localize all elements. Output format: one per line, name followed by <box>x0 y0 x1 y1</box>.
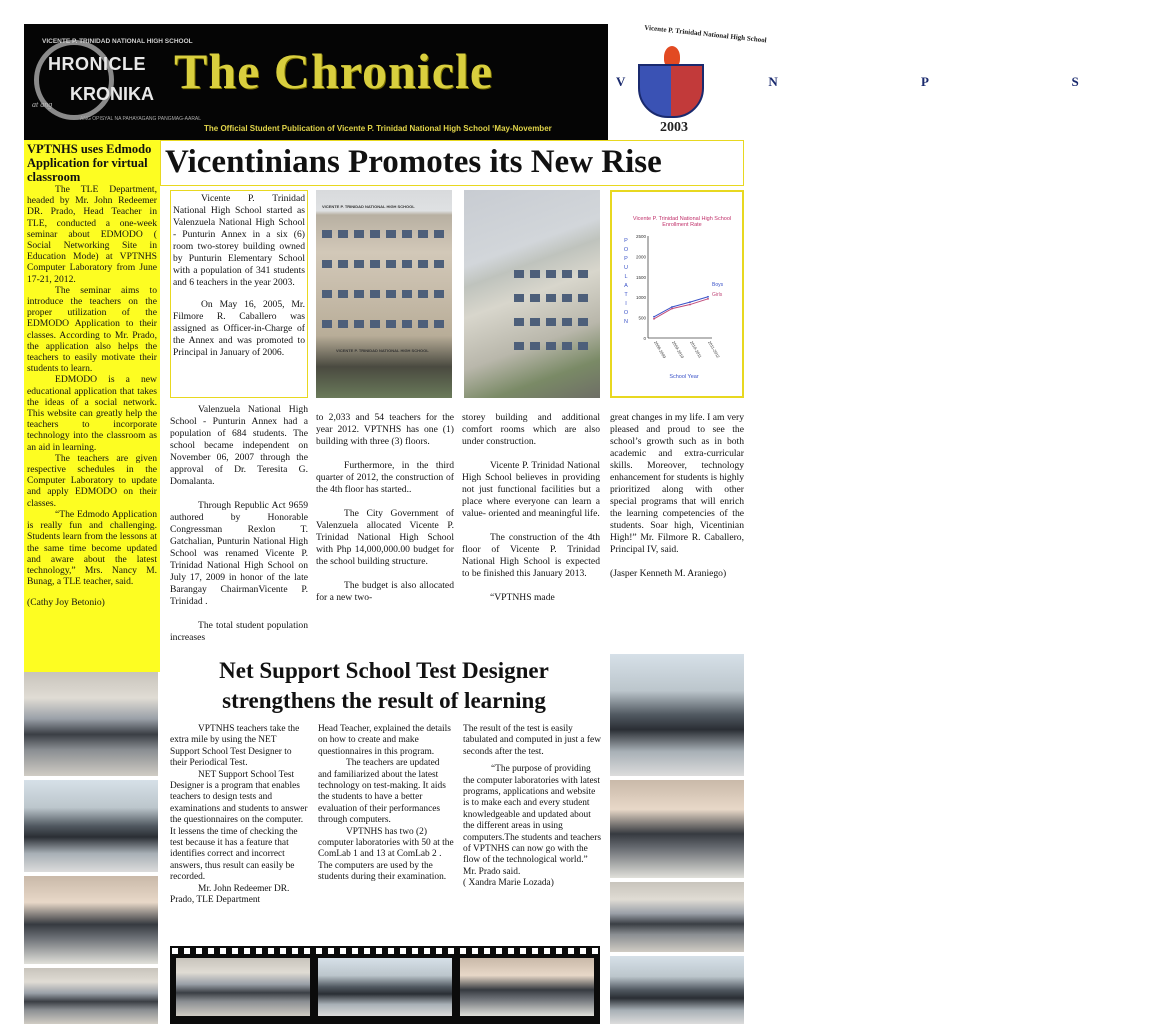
sidebar-paragraph: EDMODO is a new educational application that takes the ideas of a social network. This website can greatly help the teachers to incorporate technology into the classroom as an aid in learning. <box>27 374 157 453</box>
article-paragraph: The total student population increases <box>170 620 308 643</box>
chart-series-line-girls <box>654 299 708 319</box>
chart-y-axis-label: O <box>623 310 629 316</box>
seal-arc-text: Vicente P. Trinidad National High School <box>643 23 768 45</box>
article-paragraph: Vicente P. Trinidad National High School believes in providing not just functional facilities but a place where everyone can learn a value- oriented and meaningful life. <box>462 460 600 519</box>
article-paragraph: NET Support School Test Designer is a program that enables teachers to design tests and examinations and students to answer the questionnaires on the computer. It lessens the time of checking the test because it has a feature that identifies correct and incorrect answers, thus result can easily be recorded. <box>170 769 308 883</box>
logo-school-name: VICENTE P. TRINIDAD NATIONAL HIGH SCHOOL <box>42 38 193 45</box>
computer-lab-photo-6 <box>610 780 744 878</box>
masthead <box>24 24 608 140</box>
computer-lab-photo-5 <box>610 654 744 776</box>
chart-y-axis-label: I <box>625 301 627 307</box>
article-paragraph: Head Teacher, explained the details on how to create and make questionnaires in this program. <box>318 724 451 757</box>
article-paragraph: great changes in my life. I am very pleased and proud to see the school’s growth such as in both academic and extra-curricular skills. Moreover, technology enhancement for students is highly prioritized along with other special programs that will enrich the learning competencies of the students. Soar high, Vicentinian High!” Mr. Filmore R. Caballero, Principal IV, said. <box>610 412 744 555</box>
photo-film-strip <box>170 946 600 1024</box>
article-paragraph: storey building and additional comfort rooms which are also under construction. <box>462 412 600 447</box>
article-paragraph: to 2,033 and 54 teachers for the year 2012. VPTNHS has one (1) building with three (3) floors. <box>316 412 454 447</box>
sidebar-byline: (Cathy Joy Betonio) <box>27 597 105 609</box>
building-sign: VICENTE P. TRINIDAD NATIONAL HIGH SCHOOL <box>322 204 415 209</box>
article-paragraph: The result of the test is easily tabulated and computed in just a few seconds after the test. <box>463 724 601 757</box>
article-byline: (Jasper Kenneth M. Araniego) <box>610 568 727 579</box>
computer-lab-photo-2 <box>24 780 158 872</box>
film-photo-1 <box>176 958 310 1016</box>
school-seal <box>608 23 1149 140</box>
chronicle-logo <box>30 32 202 132</box>
chart-y-axis-label: O <box>623 247 629 253</box>
enrollment-chart <box>610 190 744 398</box>
chart-y-axis-label: N <box>624 319 628 325</box>
chart-y-tick-label: 2000 <box>635 254 646 260</box>
logo-prefix: at ang <box>32 100 53 109</box>
chart-y-axis-label: A <box>624 283 628 289</box>
article-paragraph: Valenzuela National High School - Punturin Annex had a population of 684 students. The school became independent on November 06, 2007 through the approval of Dr. Teresita G. Domalanta. <box>170 404 308 487</box>
newspaper-title: The Chronicle <box>174 43 494 99</box>
article-paragraph: The City Government of Valenzuela allocated Vicente P. Trinidad National High School with Php 14,000,000.00 budget for the school building structure. <box>316 508 454 567</box>
chart-point-boys <box>671 306 673 308</box>
second-headline: Net Support School Test Designer strengthens the result of learning <box>219 658 549 713</box>
chart-point-girls <box>653 318 655 320</box>
chart-x-tick-label: 2011-2012 <box>707 340 721 359</box>
chart-y-axis-label: L <box>624 274 628 280</box>
school-building-side-photo <box>464 190 600 398</box>
chart-title: Vicente P. Trinidad National High School Enrollment Rate <box>632 216 732 228</box>
film-photo-3 <box>460 958 594 1016</box>
sidebar-paragraph: “The Edmodo Application is really fun and challenging. Students learn from the lessons at the same time become updated and aware about the latest technology,” Mrs. Nancy M. Bunag, a TLE teacher, said. <box>27 508 157 588</box>
chart-point-boys <box>689 301 691 303</box>
enrollment-chart-svg <box>612 192 742 396</box>
chart-x-axis-label: School Year <box>669 374 699 380</box>
sidebar-paragraph: The TLE Department, headed by Mr. John Redeemer DR. Prado, Head Teacher in TLE, conducted a one-week seminar about EDMODO ( Social Networking Site in Education Mode) at VPTNHS Computer Laboratory from June 17-21, 2012. <box>27 184 157 285</box>
article-paragraph: Through Republic Act 9659 authored by Honorable Congressman Rexlon T. Gatchalian, Punturin National High School was renamed Vicente P. Trinidad National High School on July 17, 2009 in honor of the late Barangay ChairmanVicente P. Trinidad . <box>170 500 308 607</box>
sidebar-headline: VPTNHS uses Edmodo Application for virtual classroom <box>27 142 152 184</box>
article-column-d <box>610 412 744 580</box>
computer-lab-photo-7 <box>610 882 744 952</box>
chart-y-tick-label: 1000 <box>635 295 646 301</box>
article-paragraph: On May 16, 2005, Mr. Filmore R. Caballero was assigned as Officer-in-Charge of the Annex and was promoted to Principal in January of 2006. <box>173 299 305 358</box>
seal-letters: V N P S <box>616 74 1149 89</box>
film-photo-2 <box>318 958 452 1016</box>
chart-point-girls <box>707 298 709 300</box>
chart-y-axis-label: U <box>624 265 628 271</box>
chart-y-axis-label: P <box>624 238 628 244</box>
newspaper-tagline: The Official Student Publication of Vicente P. Trinidad National High School ‘May-November <box>204 124 552 133</box>
article-paragraph: “The purpose of providing the computer laboratories with latest programs, applications and website is to make each and every student knowledgeable and updated about the different areas in using computers.The students and teachers of VPTNHS can now go with the flow of the technological world.” Mr. Prado said. <box>463 764 601 877</box>
chart-point-girls <box>689 304 691 306</box>
article-paragraph: VPTNHS has two (2) computer laboratories with 50 at the ComLab 1 and 13 at ComLab 2 . The computers are used by the students during their examination. <box>318 826 454 883</box>
logo-word-kronika: KRONIKA <box>70 84 154 104</box>
article-column-c <box>462 412 600 604</box>
main-headline: Vicentinians Promotes its New Rise <box>160 140 744 186</box>
building-sign-lower: VICENTE P. TRINIDAD NATIONAL HIGH SCHOOL <box>336 348 429 353</box>
chart-point-boys <box>653 316 655 318</box>
article-column-a-top <box>170 190 308 398</box>
chart-legend-girls: Girls <box>712 292 723 298</box>
article-column-b <box>316 412 454 604</box>
sidebar-edmodo-article <box>24 140 160 672</box>
chart-y-tick-label: 500 <box>638 315 646 321</box>
school-building-photo <box>316 190 452 398</box>
article-column-a <box>170 404 308 644</box>
seal-year: 2003 <box>660 120 688 135</box>
chart-y-axis-label: P <box>624 256 628 262</box>
sidebar-paragraph: The teachers are given respective schedules in the Computer Laboratory to update and apply EDMODO on their classes. <box>27 452 157 509</box>
article-column-g <box>463 724 603 890</box>
chart-legend-boys: Boys <box>712 282 724 288</box>
chart-y-tick-label: 1500 <box>635 274 646 280</box>
article-column-f <box>318 724 454 884</box>
chart-x-tick-label: 2008-2009 <box>653 340 668 360</box>
article-paragraph: Furthermore, in the third quarter of 2012, the construction of the 4th floor has started.. <box>316 460 454 495</box>
article-byline: ( Xandra Marie Lozada) <box>463 878 554 889</box>
chart-point-boys <box>707 296 709 298</box>
chart-y-tick-label: 0 <box>643 336 646 341</box>
chart-y-axis-label: T <box>624 292 628 298</box>
article-paragraph: The teachers are updated and familiarized about the latest technology on test-making. It aids the students to have a better evaluation of their performances through computers. <box>318 758 446 826</box>
chart-y-tick-label: 2500 <box>635 234 646 239</box>
computer-lab-photo-1 <box>24 672 158 776</box>
chart-point-girls <box>671 308 673 310</box>
shield-icon <box>638 64 704 118</box>
article-paragraph: “VPTNHS made <box>490 592 555 603</box>
chart-x-tick-label: 2009-2010 <box>671 340 686 360</box>
article-paragraph: The construction of the 4th floor of Vicente P. Trinidad National High School is expected to be finished this January 2013. <box>462 532 600 579</box>
computer-lab-photo-3 <box>24 876 158 964</box>
chart-x-tick-label: 2010-2011 <box>689 340 703 359</box>
article-paragraph: VPTNHS teachers take the extra mile by using the NET Support School Test Designer to their Periodical Test. <box>170 724 300 769</box>
logo-subtitle: ANG OPISYAL NA PAHAYAGANG PANGMAG-AARAL <box>80 116 202 122</box>
logo-word-chronicle: HRONICLE <box>48 54 146 74</box>
computer-lab-photo-8 <box>610 956 744 1024</box>
article-paragraph: Mr. John Redeemer DR. Prado, TLE Department <box>170 883 290 906</box>
sidebar-paragraph: The seminar aims to introduce the teachers on the proper utilization of the EDMODO Application to their classes. According to Mr. Prado, the application also helps the teachers to easily motivate their students to learn. <box>27 284 157 375</box>
computer-lab-photo-4 <box>24 968 158 1024</box>
article-column-e <box>170 724 308 907</box>
article-paragraph: Vicente P. Trinidad National High School started as Valenzuela National High School - Punturin Annex in a six (6) room two-storey building owned by Punturin Elementary School with a population of 341 students and 6 teachers in the year 2003. <box>173 193 305 288</box>
article-paragraph: The budget is also allocated for a new two- <box>316 580 454 603</box>
